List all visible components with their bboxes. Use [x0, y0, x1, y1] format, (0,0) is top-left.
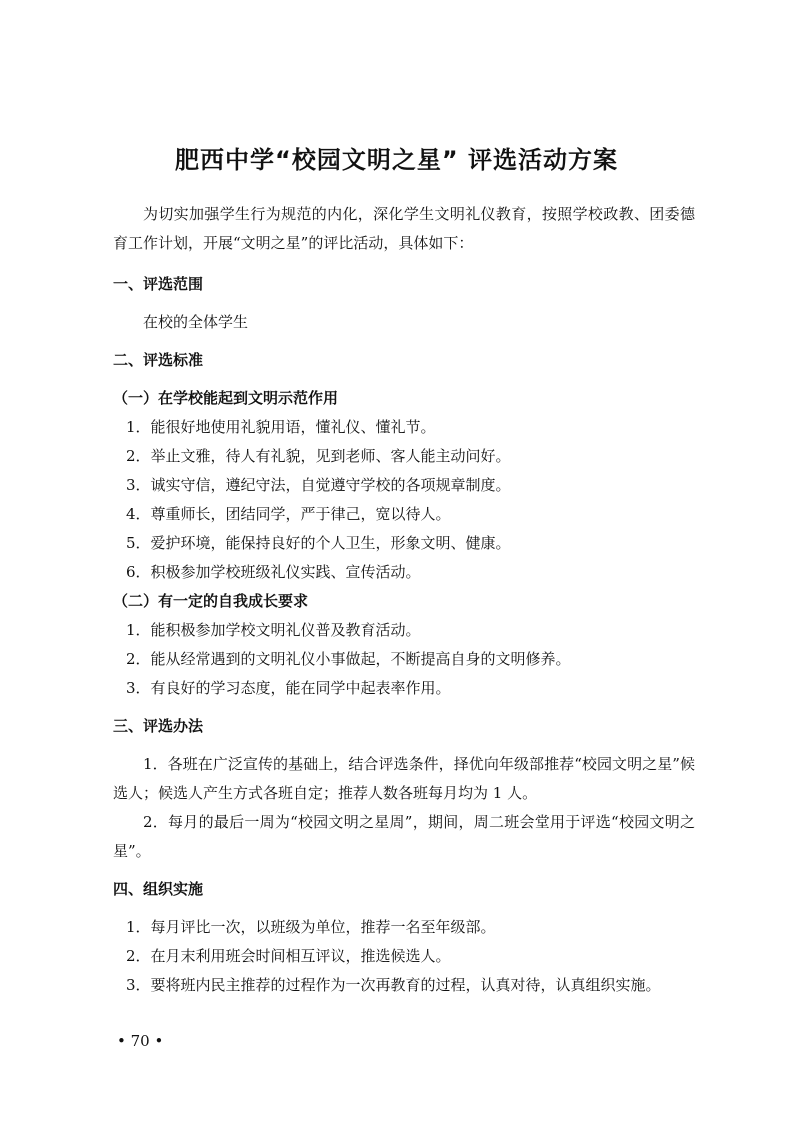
subsection-heading-demo: （一）在学校能起到文明示范作用: [113, 389, 339, 407]
list-item: 2．举止文雅，待人有礼貌，见到老师、客人能主动问好。: [126, 447, 511, 465]
page-number: • 70 •: [117, 1032, 164, 1050]
list-item: 3．要将班内民主推荐的过程作为一次再教育的过程，认真对待，认真组织实施。: [126, 976, 661, 994]
document-body: [113, 200, 695, 1000]
section-heading-scope: 一、评选范围: [113, 275, 204, 293]
intro-paragraph: 为切实加强学生行为规范的内化，深化学生文明礼仪教育，按照学校政教、团委德育工作计划，开展“文明之星”的评比活动，具体如下：: [113, 205, 695, 252]
section-heading-implementation: 四、组织实施: [113, 880, 204, 898]
list-item: 3．有良好的学习态度，能在同学中起表率作用。: [126, 679, 451, 697]
list-item: 1．能很好地使用礼貌用语，懂礼仪、懂礼节。: [126, 418, 436, 436]
list-item: 6．积极参加学校班级礼仪实践、宣传活动。: [126, 563, 421, 581]
section-heading-criteria: 二、评选标准: [113, 351, 204, 369]
list-item: 1．每月评比一次，以班级为单位，推荐一名至年级部。: [126, 918, 496, 936]
list-item: 5．爱护环境，能保持良好的个人卫生，形象文明、健康。: [126, 534, 511, 552]
list-item: 4．尊重师长，团结同学，严于律己，宽以待人。: [126, 505, 451, 523]
list-item: 2．能从经常遇到的文明礼仪小事做起，不断提高自身的文明修养。: [126, 650, 571, 668]
list-item: 1．各班在广泛宣传的基础上，结合评选条件，择优向年级部推荐“校园文明之星”候选人；候选人产生方式各班自定；推荐人数各班每月均为 1 人。: [113, 755, 695, 802]
section-heading-method: 三、评选办法: [113, 717, 204, 735]
list-item: 3．诚实守信，遵纪守法，自觉遵守学校的各项规章制度。: [126, 476, 511, 494]
document-title: 肥西中学“校园文明之星” 评选活动方案: [175, 146, 618, 174]
list-item: 2．每月的最后一周为“校园文明之星周”，期间，周二班会堂用于评选“校园文明之星”。: [113, 813, 695, 860]
list-item: 1．能积极参加学校文明礼仪普及教育活动。: [126, 621, 421, 639]
scope-text: 在校的全体学生: [143, 313, 249, 331]
subsection-heading-growth: （二）有一定的自我成长要求: [113, 592, 309, 610]
list-item: 2．在月末利用班会时间相互评议，推选候选人。: [126, 947, 451, 965]
